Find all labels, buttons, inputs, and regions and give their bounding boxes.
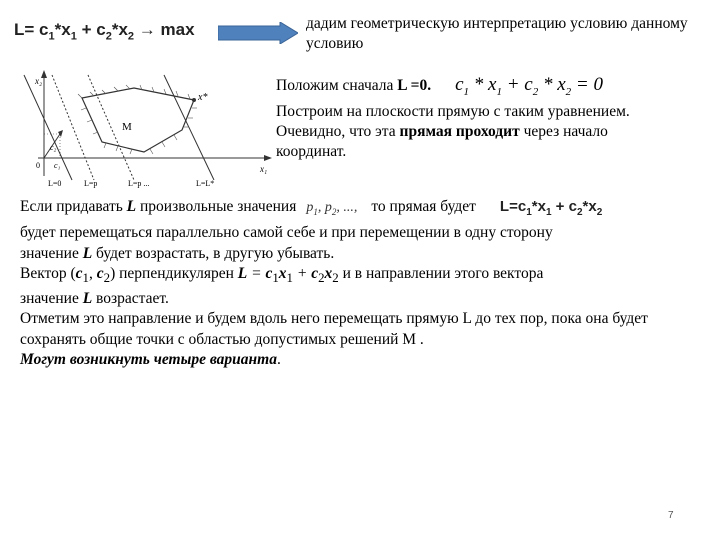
param-sep: , bbox=[336, 200, 344, 215]
step-line-3-a: Очевидно, что bbox=[276, 122, 376, 140]
label-x1: x₁ bbox=[260, 164, 268, 174]
formula-inline-x1: x bbox=[537, 198, 546, 215]
eq-plus: + bbox=[501, 74, 525, 95]
level-line-l0 bbox=[24, 75, 72, 180]
step-line-3 bbox=[276, 122, 706, 142]
p4-eq-c2-sub: 2 bbox=[318, 270, 325, 286]
formula-c1: c bbox=[39, 20, 49, 39]
formula-c1-sub: 1 bbox=[48, 30, 55, 43]
label-line-lpdots: L=p ... bbox=[128, 179, 150, 188]
p4-eq-x2: x bbox=[324, 265, 333, 283]
right-arrow-icon bbox=[218, 22, 298, 44]
p4-eq-equals: = bbox=[247, 265, 266, 283]
paragraph-2: будет перемещаться параллельно самой себе и при перемещении в одну сторону bbox=[20, 224, 553, 242]
intro-text: дадим геометрическую интерпретацию условию данному условию bbox=[306, 15, 688, 52]
step-line-3-bold: прямая проходит bbox=[399, 122, 520, 140]
formula-lhs: L= bbox=[14, 20, 35, 39]
zero-level-equation bbox=[455, 74, 603, 98]
p4-eq-lhs: L bbox=[237, 265, 248, 283]
paragraph-1 bbox=[20, 197, 710, 223]
p3-L: L bbox=[82, 244, 93, 262]
p5-L: L bbox=[82, 289, 93, 307]
label-origin: 0 bbox=[36, 161, 40, 170]
p4-eq-x1-sub: 1 bbox=[286, 270, 293, 286]
step-line-1-text: Положим сначала bbox=[276, 77, 398, 94]
formula-inline-lhs: L= bbox=[499, 198, 518, 215]
eq-c1: c bbox=[455, 74, 464, 95]
eq-x1: x bbox=[488, 74, 497, 95]
p4-text-c: и в направлении этого вектора bbox=[338, 265, 544, 283]
label-line-lstar: L=L* bbox=[196, 179, 215, 188]
param-sep: , bbox=[317, 200, 325, 215]
eq-x1-sub: 1 bbox=[496, 85, 502, 98]
page-number: 7 bbox=[668, 510, 674, 521]
p5-text-b: возрастает. bbox=[92, 289, 169, 307]
eq-c2-sub: 2 bbox=[532, 85, 539, 98]
p4-c1-sub: 1 bbox=[82, 270, 89, 286]
formula-inline-c2-sub: 2 bbox=[576, 207, 583, 218]
formula-arrow: → bbox=[134, 20, 161, 39]
p7-text: Могут возникнуть четыре варианта bbox=[20, 350, 277, 368]
formula-inline-c2: c bbox=[568, 198, 577, 215]
eq-op: * bbox=[538, 74, 558, 95]
p4-c2: c bbox=[96, 265, 104, 283]
label-m: M bbox=[122, 121, 132, 133]
p4-eq-x1: x bbox=[278, 265, 287, 283]
paragraph-5 bbox=[20, 289, 710, 309]
p1-text-b: произвольные значения bbox=[136, 198, 297, 215]
paragraph-3 bbox=[20, 244, 710, 264]
optimal-point bbox=[192, 98, 196, 102]
formula-inline-plus: + bbox=[551, 198, 569, 215]
p4-eq-c1-sub: 1 bbox=[272, 270, 279, 286]
paragraph-4 bbox=[20, 264, 710, 289]
step-text bbox=[276, 75, 706, 162]
formula-inline-star: * bbox=[582, 198, 589, 215]
formula-inline-c1: c bbox=[517, 198, 527, 215]
feasible-region-m bbox=[82, 88, 194, 152]
formula-star: * bbox=[54, 20, 62, 39]
eq-op: * bbox=[469, 74, 489, 95]
step-line-1-bold: L =0. bbox=[397, 77, 432, 94]
step-line-1 bbox=[276, 75, 706, 102]
param-p2: p bbox=[324, 200, 332, 215]
formula-x1-sub: 1 bbox=[70, 30, 77, 43]
p7-dot: . bbox=[276, 350, 281, 368]
paragraph-7 bbox=[20, 350, 710, 370]
formula-max: max bbox=[160, 20, 195, 39]
p4-eq-c2: c bbox=[311, 265, 319, 283]
body-text bbox=[20, 197, 710, 370]
p4-text-b: ) перпендикулярен bbox=[110, 265, 238, 283]
geometry-figure bbox=[14, 70, 276, 192]
eq-c2: c bbox=[524, 74, 533, 95]
eq-c1-sub: 1 bbox=[463, 85, 470, 98]
formula-inline-x1-sub: 1 bbox=[545, 207, 552, 218]
label-xstar: x* bbox=[198, 92, 208, 103]
p4-eq-x2-sub: 2 bbox=[332, 270, 339, 286]
level-line-lstar bbox=[164, 75, 214, 180]
p1-text-a: Если придавать bbox=[20, 198, 127, 215]
param-p2-sub: 2 bbox=[331, 206, 337, 217]
p4-c1: c bbox=[75, 265, 83, 283]
p3-text-b: будет возрастать, в другую убывать. bbox=[92, 244, 335, 262]
params-list bbox=[306, 200, 357, 215]
eq-x2: x bbox=[557, 74, 566, 95]
formula-star: * bbox=[111, 20, 119, 39]
formula-inline-star: * bbox=[531, 198, 538, 215]
formula-inline-x2-sub: 2 bbox=[596, 207, 603, 218]
p4-eq-c1: c bbox=[265, 265, 273, 283]
p3-text-a: значение bbox=[20, 244, 83, 262]
p4-text-a: Вектор ( bbox=[20, 265, 76, 283]
p4-c2-sub: 2 bbox=[103, 270, 111, 286]
objective-formula-inline bbox=[499, 198, 603, 218]
label-c2: c₂ bbox=[50, 143, 57, 152]
step-line-3-b: эта bbox=[375, 122, 400, 140]
formula-c2: c bbox=[96, 20, 106, 39]
param-p1-sub: 1 bbox=[313, 206, 318, 217]
step-line-3-c: через начало bbox=[519, 122, 608, 140]
label-c1: c₁ bbox=[54, 161, 61, 170]
formula-x2: x bbox=[118, 20, 128, 39]
formula-plus: + bbox=[76, 20, 97, 39]
formula-c2-sub: 2 bbox=[105, 30, 112, 43]
eq-equals: = 0 bbox=[571, 74, 603, 95]
p5-text-a: значение bbox=[20, 289, 83, 307]
formula-inline-c1-sub: 1 bbox=[526, 207, 532, 218]
formula-x2-sub: 2 bbox=[127, 30, 135, 43]
p1-text-c: то прямая будет bbox=[371, 198, 476, 215]
param-dots: ..., bbox=[343, 200, 358, 215]
eq-x2-sub: 2 bbox=[565, 85, 572, 98]
param-p1: p bbox=[306, 200, 314, 215]
label-line-l0: L=0 bbox=[48, 179, 62, 188]
x-axis-arrowhead bbox=[264, 155, 272, 161]
objective-formula bbox=[14, 20, 195, 42]
formula-x1: x bbox=[61, 20, 71, 39]
formula-inline-x2: x bbox=[588, 198, 597, 215]
paragraph-6: Отметим это направление и будем вдоль него перемещать прямую L до тех пор, пока она будет сохранять общие точки с областью допустимых решений M . bbox=[20, 310, 648, 348]
label-line-lp: L=p bbox=[84, 179, 98, 188]
step-line-2: Построим на плоскости прямую с таким уравнением. bbox=[276, 102, 630, 120]
step-line-4: координат. bbox=[276, 142, 347, 160]
p4-comma: , bbox=[89, 265, 97, 283]
p4-eq-plus: + bbox=[292, 265, 312, 283]
p1-L: L bbox=[126, 198, 137, 215]
label-x2: x₂ bbox=[35, 76, 43, 86]
